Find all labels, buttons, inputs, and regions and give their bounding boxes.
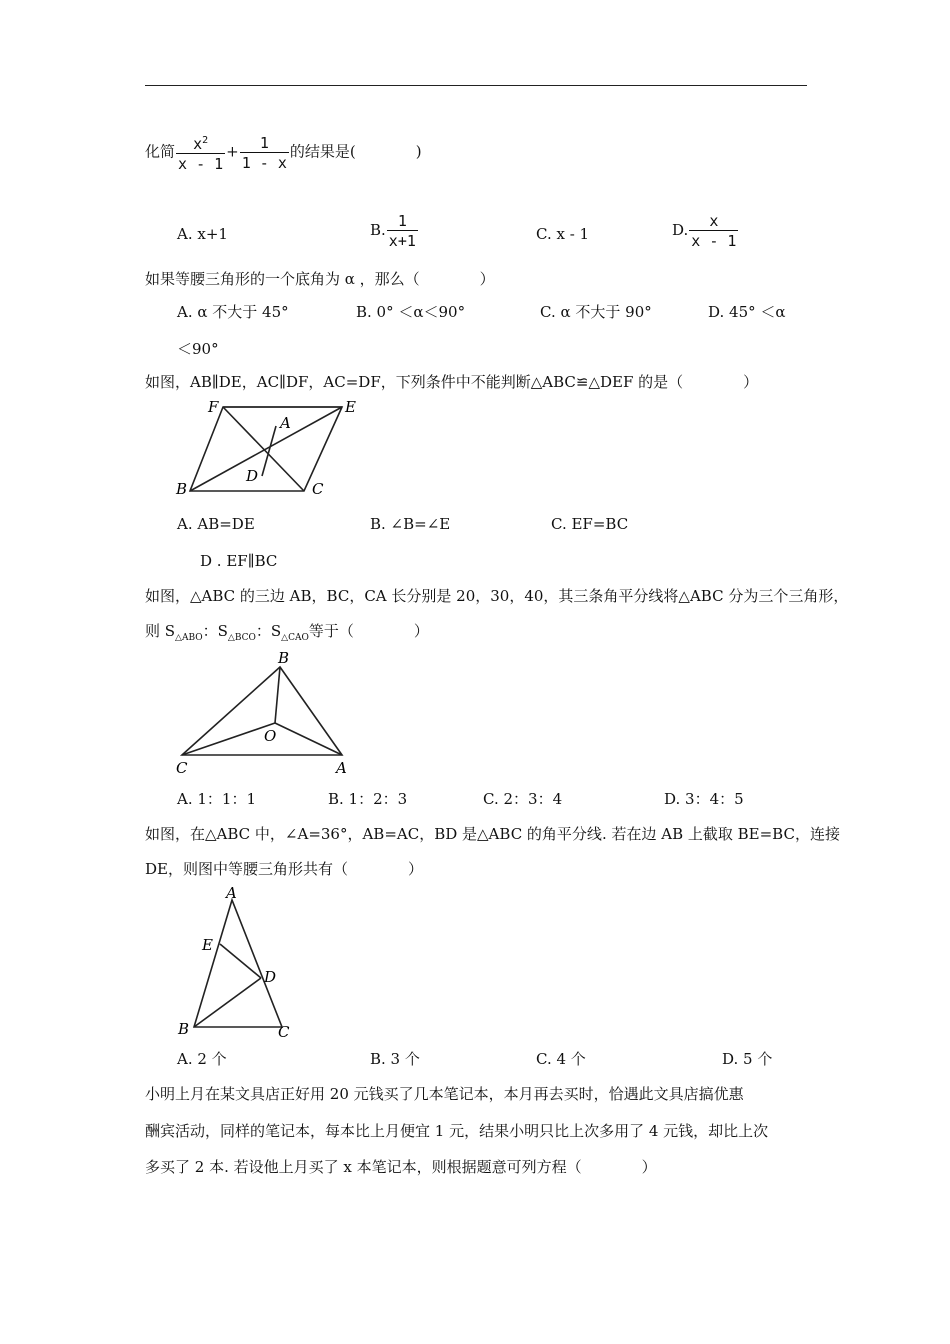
q2-option-b: B. 0° ＜α＜90° (356, 303, 466, 321)
q5-triangle-abc (194, 900, 282, 1027)
question-4-line-1: 如图，△ABC 的三边 AB，BC，CA 长分别是 20，30，40，其三条角平分线将△ABC 分为三个三角形， (145, 587, 849, 605)
q5-option-d: D. 5 个 (722, 1050, 773, 1068)
q3-label-c: C (312, 480, 324, 498)
q5-label-e: E (202, 936, 213, 954)
q1-option-d: D. $\frac{x}{x - 1}$ (672, 212, 737, 250)
q1-option-a: A. x+1 (177, 225, 228, 243)
q1-option-b: B. $\frac{1}{x+1}$ (370, 212, 416, 250)
q5-label-b: B (178, 1020, 190, 1038)
q3-label-a: A (280, 414, 291, 432)
question-6-line-3: 多买了 2 本. 若设他上月买了 x 本笔记本，则根据题意可列方程（ ） (145, 1158, 657, 1176)
q2-option-c: C. α 不大于 90° (540, 303, 652, 321)
q3-option-a: A. AB=DE (177, 515, 255, 533)
q3-segment-ad (262, 426, 276, 476)
question-1 (145, 132, 422, 173)
q3-option-c: C. EF=BC (551, 515, 629, 533)
q4-segment-ao (275, 723, 342, 755)
question-5-line-1: 如图，在△ABC 中，∠A=36°，AB=AC，BD 是△ABC 的角平分线. 若在边 AB 上截取 BE=BC，连接 (145, 825, 840, 843)
q1-prefix: 化简 (145, 142, 176, 161)
q5-label-a: A (226, 884, 237, 902)
q3-label-b: B (176, 480, 188, 498)
q1-fraction-2: $\frac{1}{1 - x}$ (241, 133, 287, 172)
q5-label-c: C (278, 1023, 290, 1041)
q5-option-c: C. 4 个 (536, 1050, 586, 1068)
q4-segment-co (182, 723, 275, 755)
q4-triangle-abc (182, 667, 342, 755)
q5-option-a: A. 2 个 (177, 1050, 227, 1068)
q3-label-f: F (208, 398, 219, 416)
question-4-line-2: 则 $S_{\triangle ABO}$：$S_{\triangle BCO}$：$S_{\triangle CAO}$等于（ ） (145, 622, 429, 643)
q4-figure (170, 645, 360, 775)
q1-option-c: C. x - 1 (536, 225, 590, 243)
q2-option-d-continued: ＜90° (177, 340, 219, 358)
q3-segment-fc (223, 407, 304, 491)
q4-segment-bo (275, 667, 280, 723)
question-3: 如图，AB∥DE，AC∥DF，AC=DF，下列条件中不能判断△ABC≌△DEF 的是（ ） (145, 373, 759, 391)
q3-option-b: B. ∠B=∠E (370, 515, 451, 533)
q5-figure (170, 882, 300, 1042)
q1-suffix: 的结果是( ) (289, 142, 422, 161)
question-5-line-2: DE，则图中等腰三角形共有（ ） (145, 860, 423, 878)
q4-option-d: D. 3：4：5 (664, 790, 744, 808)
q3-label-d: D (246, 467, 259, 485)
q5-option-b: B. 3 个 (370, 1050, 420, 1068)
q1-fraction-1: $\frac{x^2}{x - 1}$ (178, 135, 224, 173)
q3-label-e: E (345, 398, 356, 416)
q4-label-a: A (336, 759, 347, 775)
q3-figure (170, 395, 370, 500)
q3-segment-be (190, 407, 342, 491)
q3-option-d: D . EF∥BC (200, 552, 278, 570)
q2-option-a: A. α 不大于 45° (177, 303, 289, 321)
question-6-line-2: 酬宾活动，同样的笔记本，每本比上月便宜 1 元，结果小明只比上次多用了 4 元钱，却比上次 (145, 1122, 769, 1140)
q4-option-a: A. 1：1：1 (177, 790, 256, 808)
q5-label-d: D (264, 968, 277, 986)
q4-label-b: B (278, 649, 290, 667)
q4-label-c: C (176, 759, 188, 775)
q2-option-d: D. 45° ＜α (708, 303, 786, 321)
q4-option-b: B. 1：2：3 (328, 790, 408, 808)
q5-segment-ed (220, 944, 261, 978)
q4-label-o: O (264, 727, 277, 745)
q4-option-c: C. 2：3：4 (483, 790, 563, 808)
question-6-line-1: 小明上月在某文具店正好用 20 元钱买了几本笔记本，本月再去买时，恰遇此文具店搞优惠 (145, 1085, 744, 1103)
header-rule (145, 85, 807, 86)
question-2: 如果等腰三角形的一个底角为 α ，那么（ ） (145, 270, 495, 288)
q1-plus: + (226, 142, 239, 161)
q5-segment-bd (194, 978, 261, 1027)
